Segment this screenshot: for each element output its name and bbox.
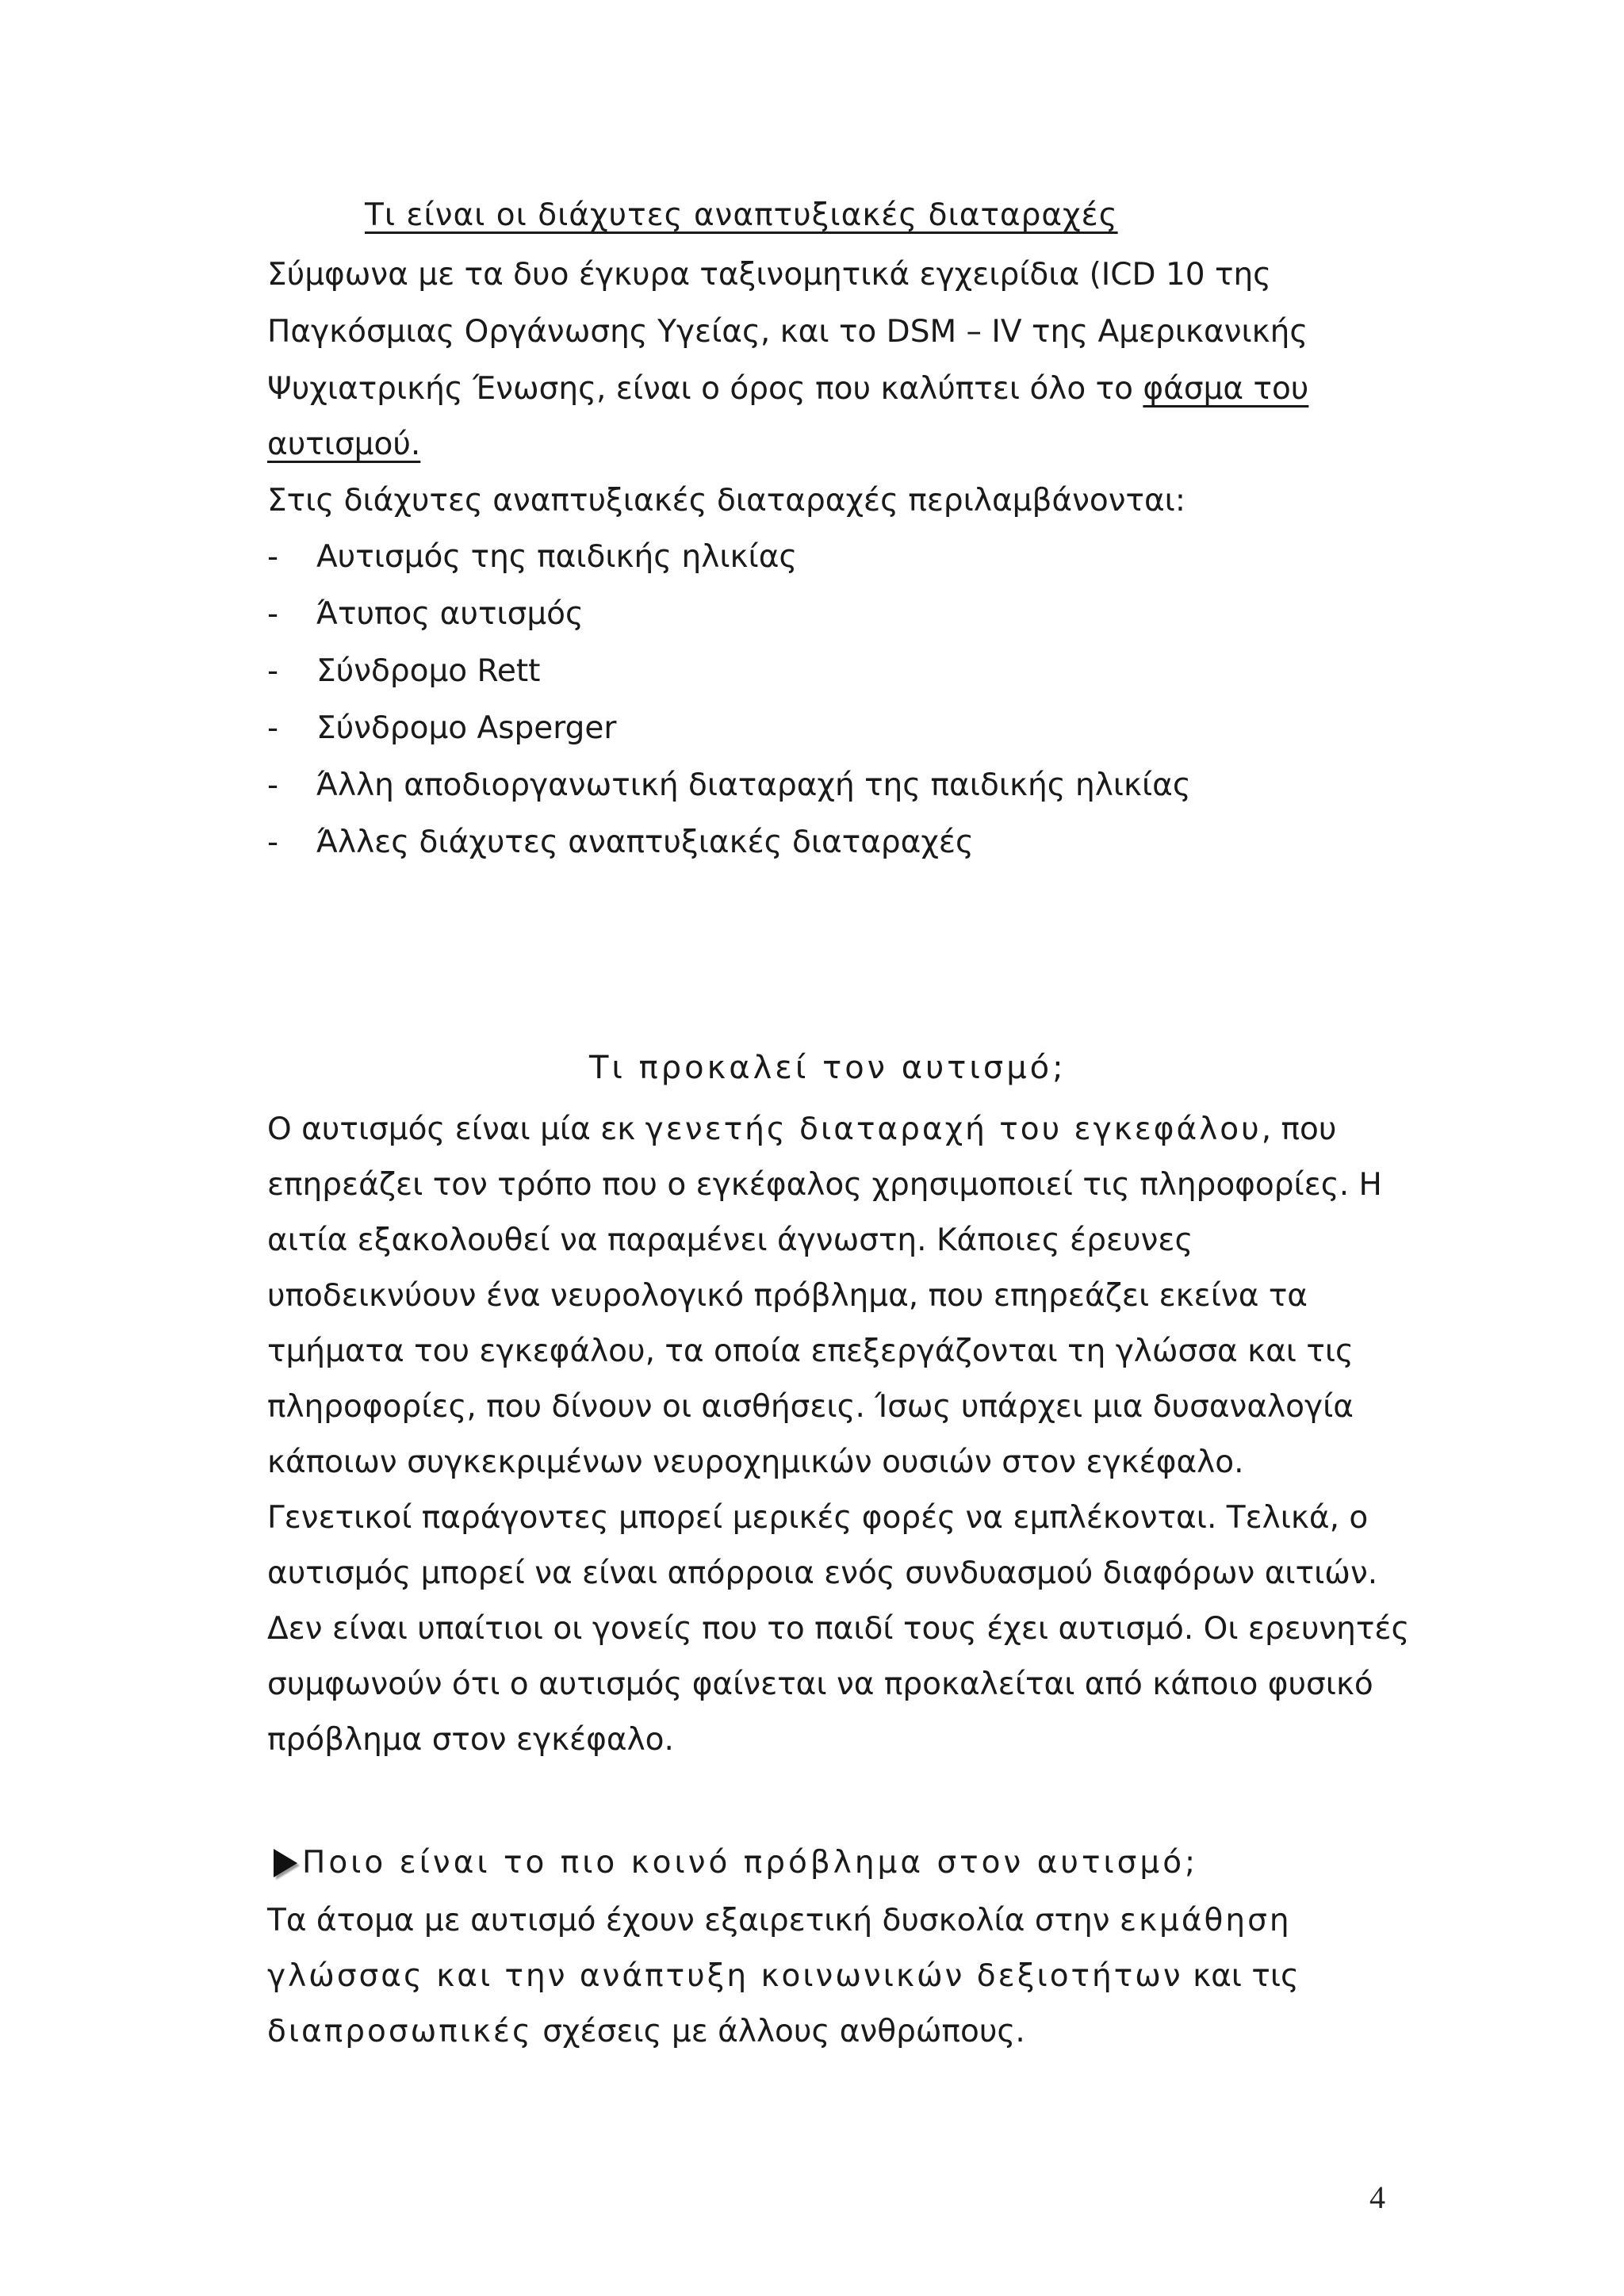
paragraph-line <box>267 1901 1292 1941</box>
paragraph-text-spaced: εκμάθηση <box>1119 1903 1292 1938</box>
paragraph-text-spaced: γλώσσας και την <box>267 1958 580 1994</box>
paragraph-text: , που <box>1261 1112 1337 1147</box>
paragraph-line <box>267 425 420 465</box>
paragraph-line: αυτισμός μπορεί να είναι απόρροια ενός συνδυασμού διαφόρων αιτιών. <box>267 1556 1378 1591</box>
paragraph-line <box>267 1957 1299 1996</box>
autism-spectrum-link[interactable]: φάσμα του <box>1143 371 1309 407</box>
section-heading-causes: Τι προκαλεί τον αυτισμό; <box>589 1050 1067 1086</box>
paragraph-line: Γενετικοί παράγοντες μπορεί μερικές φορές να εμπλέκονται. Τελικά, ο <box>267 1500 1369 1536</box>
paragraph-line: Σύμφωνα με τα δυο έγκυρα ταξινομητικά εγχειρίδια (ICD 10 της <box>267 257 1272 293</box>
autism-spectrum-link-cont[interactable]: αυτισμού. <box>267 427 421 462</box>
list-item-text: Άτυπος αυτισμός <box>316 596 584 632</box>
list-item-text: Άλλη αποδιοργανωτική διαταραχή της παιδικής ηλικίας <box>316 767 1191 803</box>
paragraph-text-spaced: γενετής διαταραχή του εγκεφάλου <box>645 1112 1262 1147</box>
list-item <box>267 595 584 634</box>
list-item <box>267 709 616 748</box>
paragraph-text: Ψυχιατρικής Ένωσης, είναι ο όρος που καλύπτει όλο το <box>267 371 1143 407</box>
list-item <box>267 823 974 863</box>
paragraph-text-spaced: διαπροσωπικές <box>267 2014 533 2049</box>
paragraph-text-spaced: ανάπτυξη κοινωνικών δεξιοτήτων <box>579 1958 1183 1994</box>
bullet-dash: - <box>267 539 279 575</box>
paragraph-text: Τα άτομα με αυτισμό έχουν εξαιρετική δυσκολία στην <box>267 1903 1120 1938</box>
bullet-dash: - <box>267 653 279 689</box>
section-heading-pdd: Τι είναι οι διάχυτες αναπτυξιακές διαταραχές <box>365 197 1118 233</box>
list-item-text: Σύνδρομο Rett <box>316 653 541 689</box>
bullet-dash: - <box>267 596 279 632</box>
play-arrow-icon <box>274 1849 297 1877</box>
paragraph-line: υποδεικνύουν ένα νευρολογικό πρόβλημα, που επηρεάζει εκείνα τα <box>267 1278 1308 1314</box>
list-item-text: Αυτισμός της παιδικής ηλικίας <box>316 539 798 575</box>
paragraph-text: Ο αυτισμός είναι μία εκ <box>267 1112 645 1147</box>
bullet-dash: - <box>267 767 279 803</box>
paragraph-line: κάποιων συγκεκριμένων νευροχημικών ουσιών στον εγκέφαλο. <box>267 1445 1244 1480</box>
heading-text: Ποιο είναι το πιο κοινό πρόβλημα στον αυτισμό; <box>302 1845 1199 1881</box>
list-intro: Στις διάχυτες αναπτυξιακές διαταραχές περιλαμβάνονται: <box>267 483 1186 519</box>
section-heading-common-problem <box>274 1843 1198 1883</box>
paragraph-line: πρόβλημα στον εγκέφαλο. <box>267 1722 674 1758</box>
paragraph-line: τμήματα του εγκεφάλου, τα οποία επεξεργάζονται τη γλώσσα και τις <box>267 1334 1354 1369</box>
list-item <box>267 766 1191 806</box>
paragraph-line: αιτία εξακολουθεί να παραμένει άγνωστη. Κάποιες έρευνες <box>267 1223 1193 1258</box>
paragraph-line: Δεν είναι υπαίτιοι οι γονείς που το παιδί τους έχει αυτισμό. Οι ερευνητές <box>267 1611 1410 1647</box>
bullet-dash: - <box>267 710 279 746</box>
list-item <box>267 538 797 577</box>
paragraph-line: επηρεάζει τον τρόπο που ο εγκέφαλος χρησιμοποιεί τις πληροφορίες. Η <box>267 1167 1382 1203</box>
paragraph-line: συμφωνούν ότι ο αυτισμός φαίνεται να προκαλείται από κάποιο φυσικό <box>267 1667 1373 1702</box>
page-number: 4 <box>1369 2179 1385 2215</box>
list-item <box>267 652 540 691</box>
list-item-text: Σύνδρομο Asperger <box>316 710 617 746</box>
paragraph-line <box>267 369 1308 409</box>
paragraph-text: σχέσεις με άλλους ανθρώπους. <box>532 2014 1025 2049</box>
paragraph-line: Παγκόσμιας Οργάνωσης Υγείας, και το DSM – IV της Αμερικανικής <box>267 314 1308 350</box>
bullet-dash: - <box>267 825 279 860</box>
paragraph-text: και τις <box>1182 1958 1299 1994</box>
paragraph-line <box>267 1110 1336 1150</box>
paragraph-line <box>267 2012 1025 2052</box>
paragraph-line: πληροφορίες, που δίνουν οι αισθήσεις. Ίσως υπάρχει μια δυσαναλογία <box>267 1389 1354 1425</box>
list-item-text: Άλλες διάχυτες αναπτυξιακές διαταραχές <box>316 825 974 860</box>
